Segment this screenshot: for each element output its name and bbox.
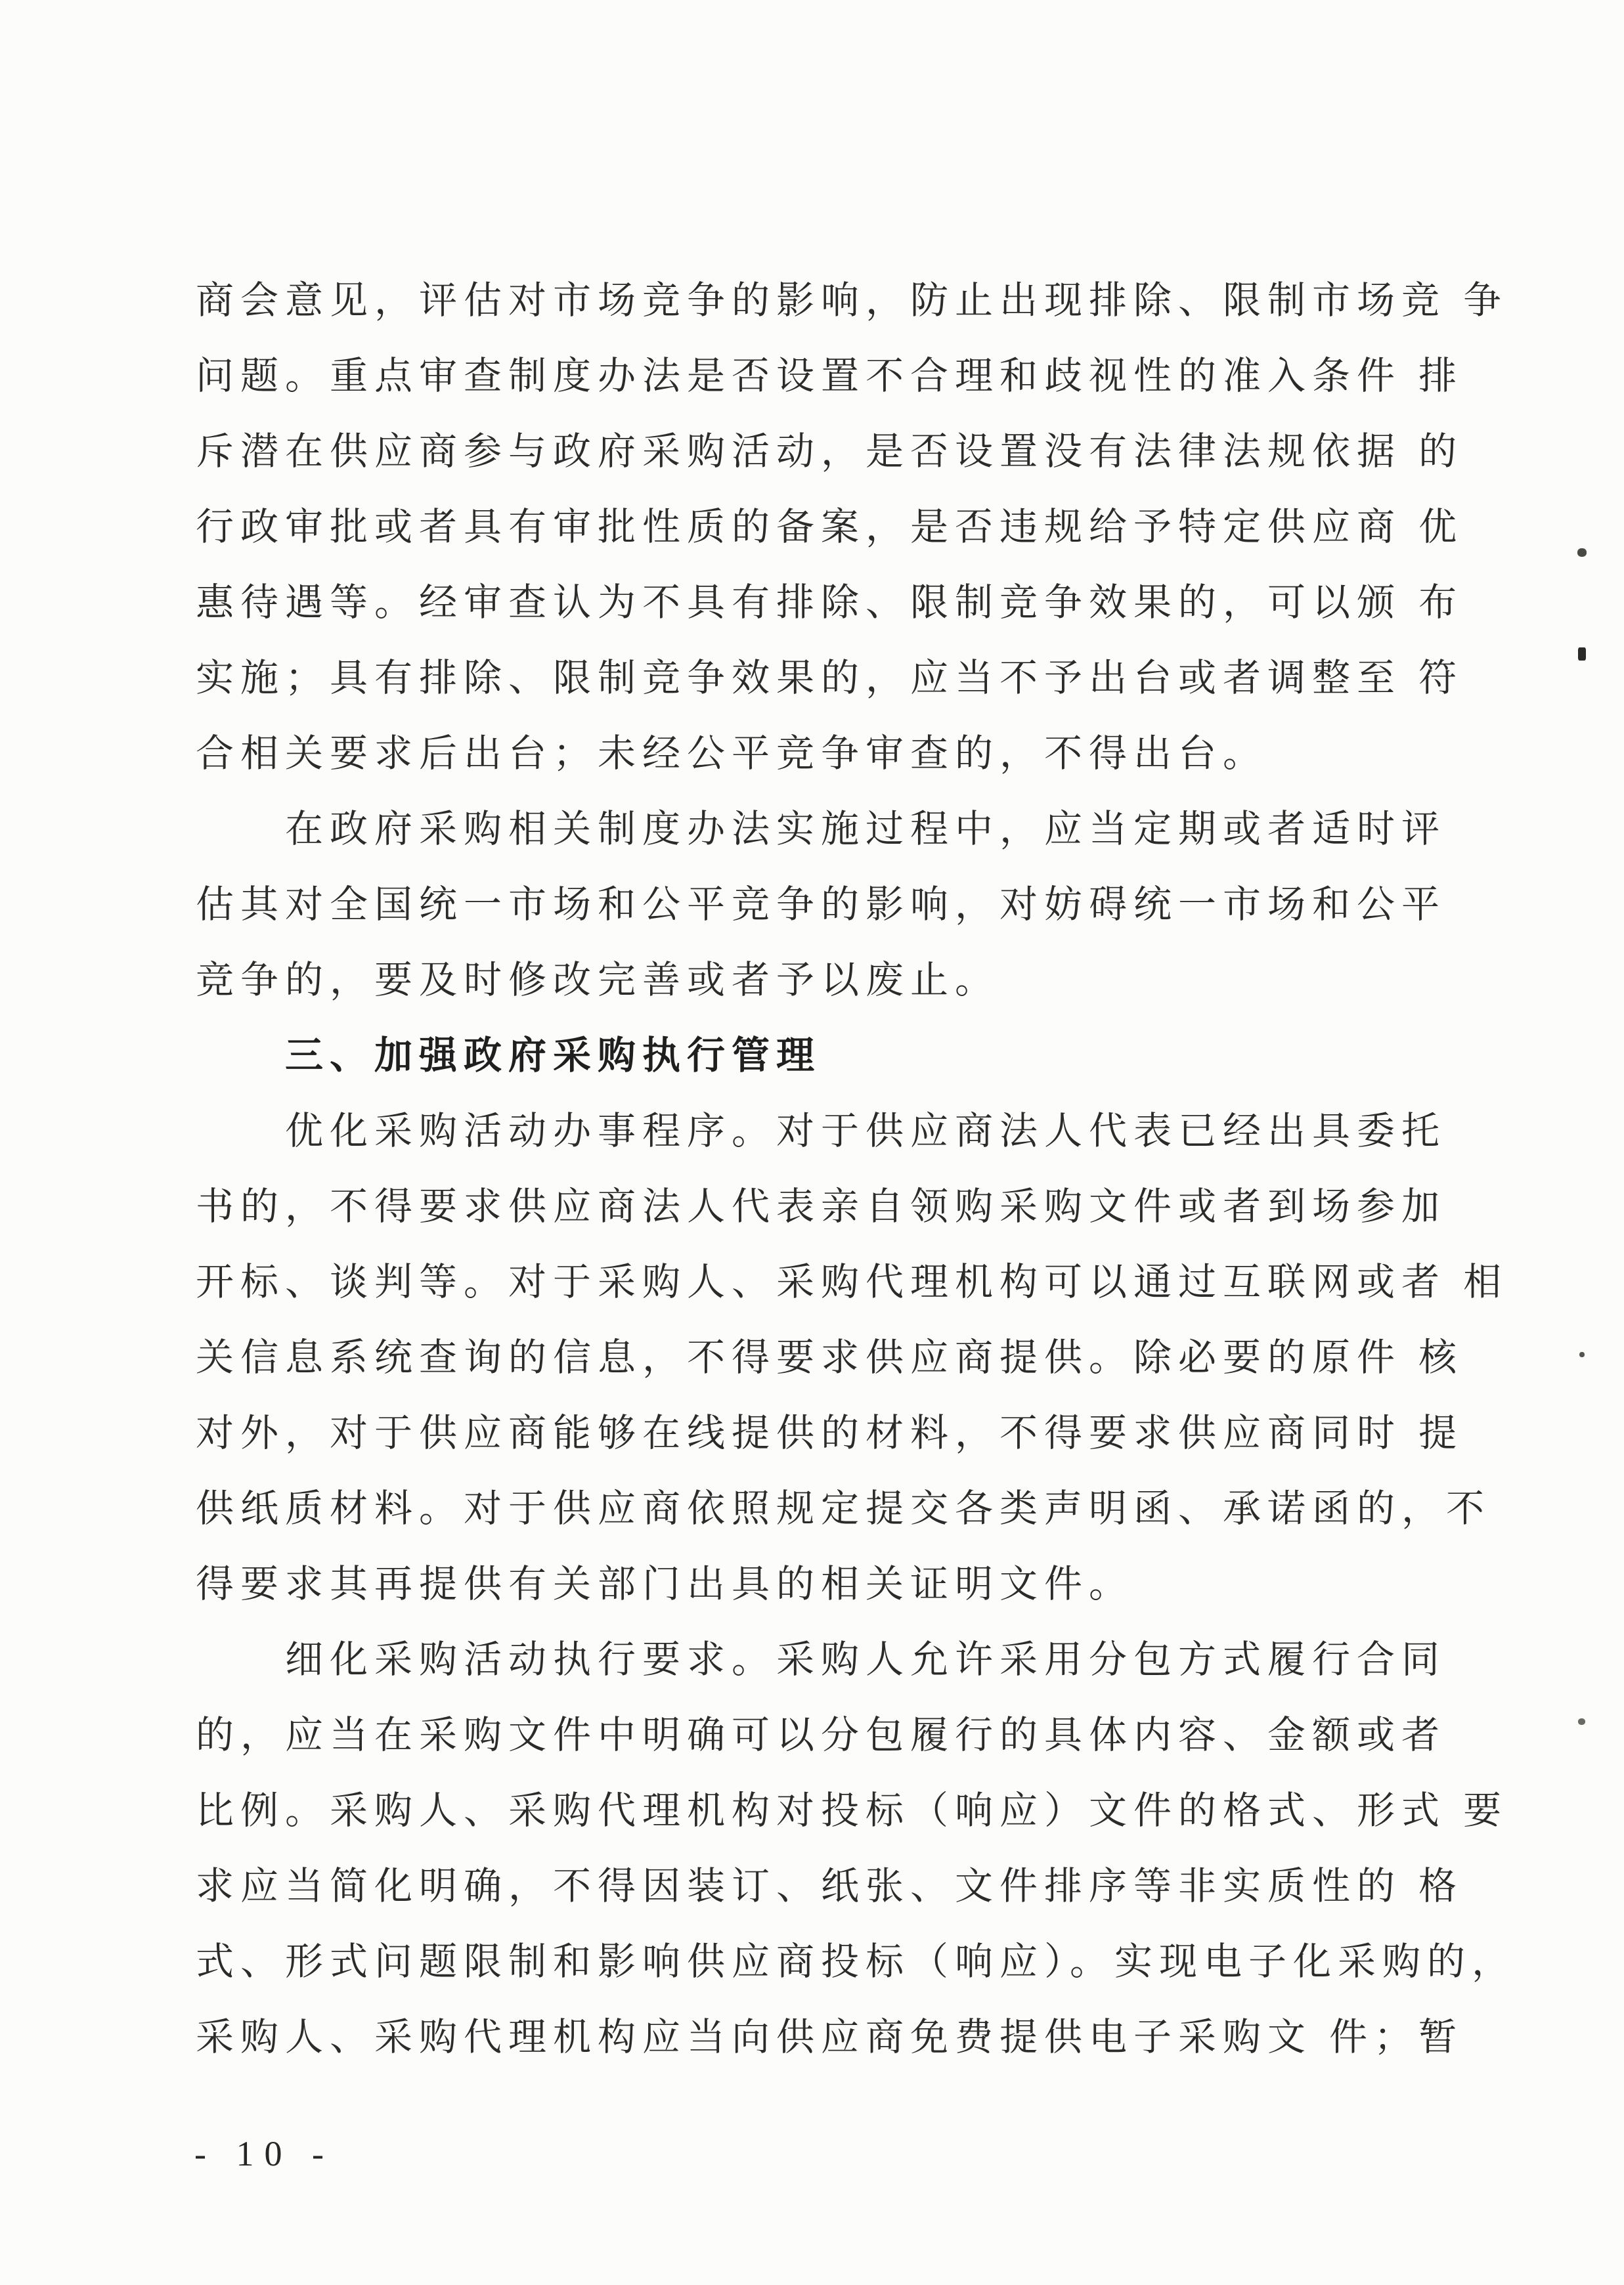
text-line: 实施；具有排除、限制竞争效果的，应当不予出台或者调整至 符	[196, 657, 1464, 699]
text-line: 细化采购活动执行要求。采购人允许采用分包方式履行合同	[285, 1638, 1447, 1681]
paragraph	[196, 1622, 1517, 2075]
text-line: 供纸质材料。对于供应商依照规定提交各类声明函、承诺函的，不	[196, 1487, 1491, 1530]
text-line: 估其对全国统一市场和公平竞争的影响，对妨碍统一市场和公平	[196, 883, 1447, 926]
text-line: 得要求其再提供有关部门出具的相关证明文件。	[196, 1563, 1134, 1605]
document-body	[196, 263, 1517, 2075]
scan-speck	[1578, 647, 1586, 661]
text-line: 关信息系统查询的信息，不得要求供应商提供。除必要的原件 核	[196, 1336, 1464, 1379]
text-line: 问题。重点审查制度办法是否设置不合理和歧视性的准入条件 排	[196, 355, 1464, 397]
section-heading	[196, 1018, 1453, 1093]
text-line: 采购人、采购代理机构应当向供应商免费提供电子采购文 件；暂	[196, 2016, 1464, 2058]
text-line: 书的，不得要求供应商法人代表亲自领购采购文件或者到场参加	[196, 1185, 1447, 1228]
text-line: 行政审批或者具有审批性质的备案，是否违规给予特定供应商 优	[196, 506, 1464, 548]
scan-speck	[1578, 1718, 1585, 1725]
text-line: 式、形式问题限制和影响供应商投标（响应）。实现电子化采购的，	[196, 1940, 1517, 1983]
text-line: 商会意见，评估对市场竞争的影响，防止出现排除、限制市场竞 争	[196, 279, 1508, 322]
scan-speck	[1577, 548, 1587, 557]
text-line: 开标、谈判等。对于采购人、采购代理机构可以通过互联网或者 相	[196, 1261, 1508, 1303]
text-line: 求应当简化明确，不得因装订、纸张、文件排序等非实质性的 格	[196, 1865, 1464, 1907]
text-line: 对外，对于供应商能够在线提供的材料，不得要求供应商同时 提	[196, 1412, 1464, 1454]
paragraph	[196, 263, 1508, 791]
text-line: 优化采购活动办事程序。对于供应商法人代表已经出具委托	[285, 1110, 1447, 1152]
text-line: 的，应当在采购文件中明确可以分包履行的具体内容、金额或者	[196, 1714, 1447, 1756]
text-line: 竞争的，要及时修改完善或者予以废止。	[196, 959, 1000, 1001]
paragraph	[196, 1093, 1508, 1622]
text-line: 在政府采购相关制度办法实施过程中，应当定期或者适时评	[285, 808, 1447, 850]
text-line: 比例。采购人、采购代理机构对投标（响应）文件的格式、形式 要	[196, 1789, 1508, 1832]
text-line: 合相关要求后出台；未经公平竞争审查的，不得出台。	[196, 732, 1268, 775]
text-line: 三、加强政府采购执行管理	[285, 1034, 822, 1077]
paragraph	[196, 791, 1453, 1018]
text-line: 斥潜在供应商参与政府采购活动，是否设置没有法律法规依据 的	[196, 430, 1464, 473]
page-number: - 10 -	[194, 2134, 334, 2173]
text-line: 惠待遇等。经审查认为不具有排除、限制竞争效果的，可以颁 布	[196, 581, 1464, 624]
scan-speck	[1579, 1352, 1585, 1357]
